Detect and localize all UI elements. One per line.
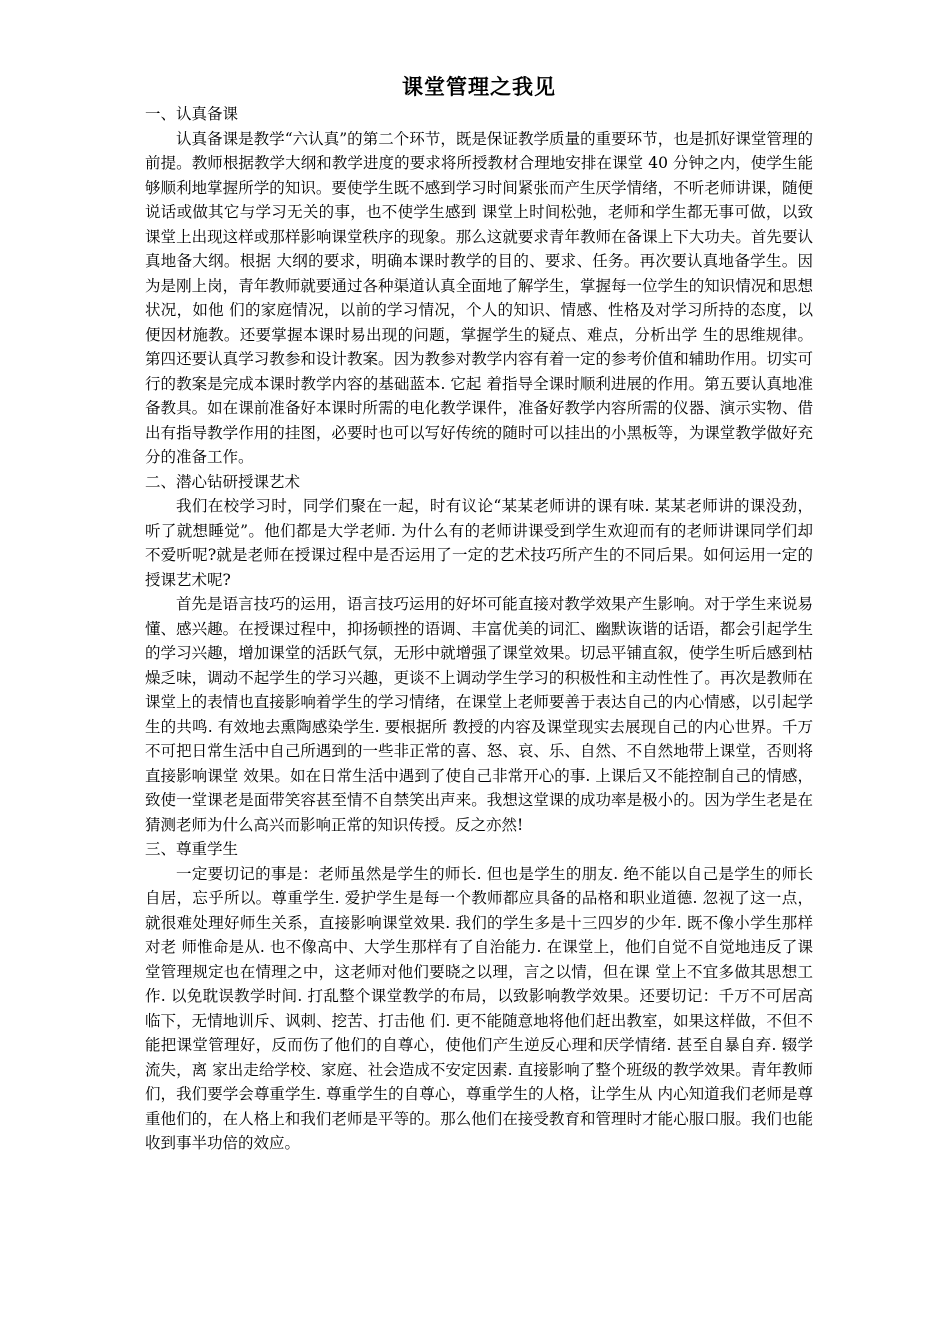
section-2 <box>145 470 813 838</box>
section-paragraph: 首先是语言技巧的运用，语言技巧运用的好坏可能直接对教学效果产生影响。对于学生来说易懂、感兴趣。在授课过程中，抑扬顿挫的语调、丰富优美的词汇、幽默诙谐的话语，都会引起学生的学习兴趣，增加课堂的活跃气氛，无形中就增强了课堂效果。切忌平铺直叙，使学生听后感到枯燥乏味，调动不起学生的学习兴趣，更谈不上调动学生学习的积极性和主动性性了。再次是教师在课堂上的表情也直接影响着学生的学习情绪，在课堂上老师要善于表达自己的内心情感，以引起学生的共鸣. 有效地去熏陶感染学生. 要根据所 教授的内容及课堂现实去展现自己的内心世界。千万不可把日常生活中自己所遇到的一些非正常的喜、怒、哀、乐、自然、不自然地带上课堂，否则将直接影响课堂 效果。如在日常生活中遇到了使自己非常开心的事. 上课后又不能控制自己的情感，致使一堂课老是面带笑容甚至情不自禁笑出声来。我想这堂课的成功率是极小的。因为学生老是在猜测老师为什么高兴而影响正常的知识传授。反之亦然! <box>145 595 813 834</box>
section-heading: 一、认真备课 <box>145 105 239 123</box>
section-heading: 三、尊重学生 <box>145 840 239 858</box>
section-3 <box>145 837 813 1156</box>
document-page <box>145 72 813 1156</box>
section-paragraph: 一定要切记的事是：老师虽然是学生的师长. 但也是学生的朋友. 绝不能以自己是学生的师长自居，忘乎所以。尊重学生. 爱护学生是每一个教师都应具备的品格和职业道德. 忽视了这一点，就很难处理好师生关系，直接影响课堂效果. 我们的学生多是十三四岁的少年. 既不像小学生那样对老 师惟命是从. 也不像高中、大学生那样有了自治能力. 在课堂上，他们自觉不自觉地违反了课堂管理规定也在情理之中，这老师对他们要晓之以理，言之以情，但在课 堂上不宜多做其思想工作. 以免耽误教学时间. 打乱整个课堂教学的布局，以致影响教学效果。还要切记：千万不可居高临下，无情地训斥、讽刺、挖苦、打击他 们. 更不能随意地将他们赶出教室，如果这样做，不但不能把课堂管理好，反而伤了他们的自尊心，使他们产生逆反心理和厌学情绪. 甚至自暴自弃. 辍学流失，离 家出走给学校、家庭、社会造成不安定因素. 直接影响了整个班级的教学效果。青年教师们，我们要学会尊重学生. 尊重学生的自尊心，尊重学生的人格，让学生从 内心知道我们老师是尊重他们的，在人格上和我们老师是平等的。那么他们在接受教育和管理时才能心服口服。我们也能收到事半功倍的效应。 <box>145 864 813 1152</box>
section-heading: 二、潜心钻研授课艺术 <box>145 472 301 491</box>
section-paragraph: 我们在校学习时，同学们聚在一起，时有议论“某某老师讲的课有味. 某某老师讲的课没劲，听了就想睡觉”。他们都是大学老师. 为什么有的老师讲课受到学生欢迎而有的老师讲课同学们却不爱听呢?就是老师在授课过程中是否运用了一定的艺术技巧所产生的不同后果。如何运用一定的授课艺术呢? <box>145 497 813 589</box>
section-paragraph: 认真备课是教学“六认真”的第二个环节，既是保证教学质量的重要环节，也是抓好课堂管理的前提。教师根据教学大纲和教学进度的要求将所授教材合理地安排在课堂 40 分钟之内，使学生能够顺利地掌握所学的知识。要使学生既不感到学习时间紧张而产生厌学情绪，不听老师讲课，随便说话或做其它与学习无关的事，也不使学生感到 课堂上时间松弛，老师和学生都无事可做，以致课堂上出现这样或那样影响课堂秩序的现象。那么这就要求青年教师在备课上下大功夫。首先要认真地备大纲。根据 大纲的要求，明确本课时教学的目的、要求、任务。再次要认真地备学生。因为是刚上岗，青年教师就要通过各种渠道认真全面地了解学生，掌握每一位学生的知识情况和思想状况，如他 们的家庭情况，以前的学习情况，个人的知识、情感、性格及对学习所持的态度，以便因材施教。还要掌握本课时易出现的问题，掌握学生的疑点、难点，分析出学 生的思维规律。第四还要认真学习教参和设计教案。因为教参对教学内容有着一定的参考价值和辅助作用。切实可行的教案是完成本课时教学内容的基础蓝本. 它起 着指导全课时顺利进展的作用。第五要认真地准备教具。如在课前准备好本课时所需的电化教学课件，准备好教学内容所需的仪器、演示实物、借出有指导教学作用的挂图，必要时也可以写好传统的随时可以挂出的小黑板等，为课堂教学做好充分的准备工作。 <box>145 129 813 466</box>
document-title: 课堂管理之我见 <box>402 75 556 99</box>
section-1 <box>145 102 813 470</box>
